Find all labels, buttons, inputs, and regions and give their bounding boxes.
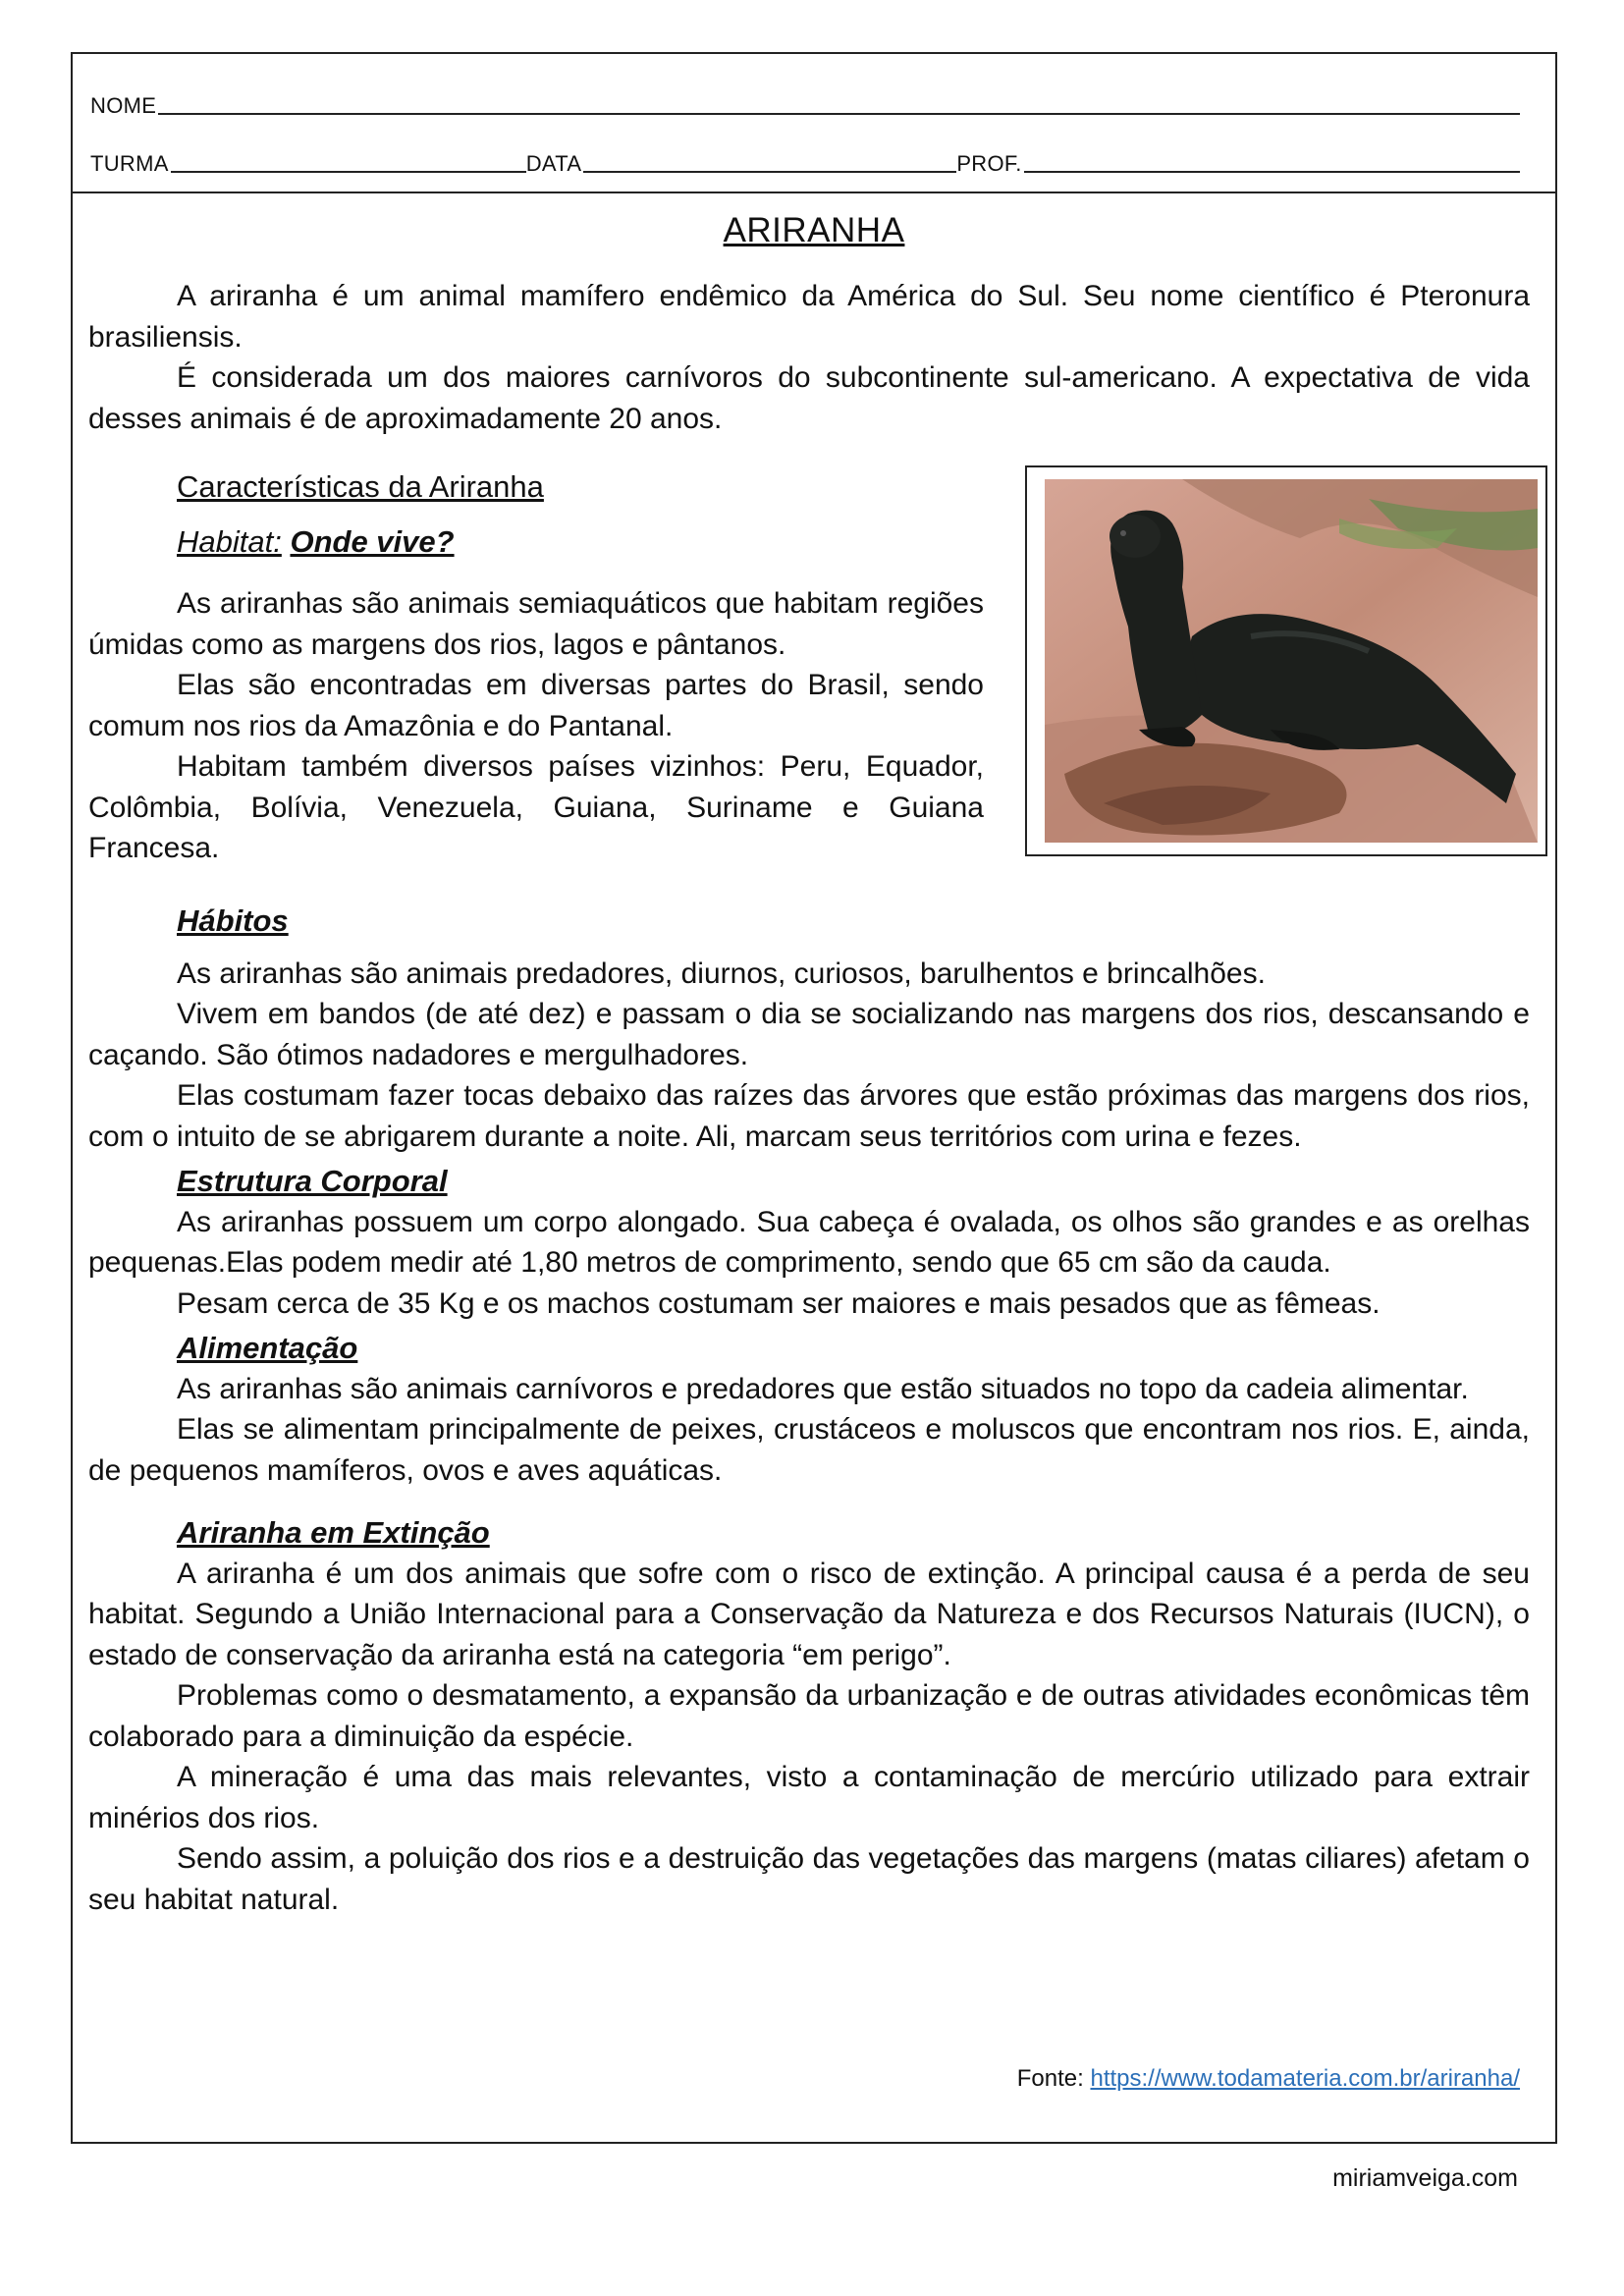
extinction-paragraph: Sendo assim, a poluição dos rios e a destruição das vegetações das margens (matas ciliares) afetam o seu habitat natural. [88,1842,1530,1916]
teacher-field-line[interactable] [1024,171,1520,173]
extinction-paragraph: A mineração é uma das mais relevantes, visto a contaminação de mercúrio utilizado para extrair minérios dos rios. [88,1761,1530,1834]
habits-paragraph: As ariranhas são animais predadores, diurnos, curiosos, barulhentos e brincalhões. [177,957,1266,990]
otter-photo-frame [1025,465,1547,856]
teacher-label: PROF. [956,151,1022,176]
date-label: DATA [525,151,582,176]
habitat-question: Onde vive? [290,523,455,559]
class-date-prof-row [90,153,1520,175]
habitat-paragraph: As ariranhas são animais semiaquáticos que habitam regiões úmidas como as margens dos rios, lagos e pântanos. [88,587,984,661]
site-credit: miriamveiga.com [1332,2164,1518,2192]
source-citation [1017,2065,1520,2093]
feeding-paragraph: Elas se alimentam principalmente de peixes, crustáceos e moluscos que encontram nos rios. E, ainda, de pequenos mamíferos, ovos e aves aquáticas. [88,1413,1530,1487]
name-label: NOME [90,93,157,118]
body-structure-paragraph: As ariranhas possuem um corpo alongado. Sua cabeça é ovalada, os olhos são grandes e as orelhas pequenas.Elas podem medir até 1,80 metros de comprimento, sendo que 65 cm são da cauda. [88,1205,1530,1279]
source-label: Fonte: [1016,2065,1084,2092]
student-info-header [73,54,1555,193]
page-title: ARIRANHA [723,211,905,249]
feeding-heading: Alimentação [177,1331,358,1365]
worksheet [71,52,1557,2144]
intro-paragraph: A ariranha é um animal mamífero endêmico da América do Sul. Seu nome científico é Pteronura brasiliensis. [88,280,1530,354]
name-field-line[interactable] [158,113,1520,115]
habitat-paragraph: Elas são encontradas em diversas partes do Brasil, sendo comum nos rios da Amazônia e do Pantanal. [88,669,984,742]
source-link[interactable]: https://www.todamateria.com.br/ariranha/ [1090,2065,1520,2092]
characteristics-section [88,466,984,869]
habitat-heading [88,521,984,563]
class-label: TURMA [90,151,169,176]
extinction-paragraph: A ariranha é um dos animais que sofre com o risco de extinção. A principal causa é a perda de seu habitat. Segundo a União Internacional para a Conservação da Natureza e dos Recursos Naturais (IUCN), o estado de conservação da ariranha está na categoria “em perigo”. [88,1557,1530,1671]
body-structure-heading: Estrutura Corporal [177,1164,448,1198]
intro-section [88,276,1530,439]
intro-paragraph: É considerada um dos maiores carnívoros do subcontinente sul-americano. A expectativa de vida desses animais é de aproximadamente 20 anos. [88,361,1530,435]
habits-heading: Hábitos [177,903,289,938]
giant-otter-photo [1045,479,1538,843]
habits-section [88,901,1530,1920]
habitat-label: Habitat: [177,523,282,559]
feeding-paragraph: As ariranhas são animais carnívoros e predadores que estão situados no topo da cadeia alimentar. [177,1372,1469,1405]
extinction-paragraph: Problemas como o desmatamento, a expansão da urbanização e de outras atividades econômicas têm colaborado para a diminuição da espécie. [88,1679,1530,1753]
extinction-heading: Ariranha em Extinção [177,1515,490,1550]
characteristics-heading: Características da Ariranha [177,469,544,504]
body-structure-paragraph: Pesam cerca de 35 Kg e os machos costumam ser maiores e mais pesados que as fêmeas. [177,1286,1380,1320]
habits-paragraph: Elas costumam fazer tocas debaixo das raízes das árvores que estão próximas das margens dos rios, com o intuito de se abrigarem durante a noite. Ali, marcam seus territórios com urina e fezes. [88,1079,1530,1153]
habitat-paragraph: Habitam também diversos países vizinhos: Peru, Equador, Colômbia, Bolívia, Venezuela, Guiana, Suriname e Guiana Francesa. [88,750,984,864]
habits-paragraph: Vivem em bandos (de até dez) e passam o dia se socializando nas margens dos rios, descansando e caçando. São ótimos nadadores e mergulhadores. [88,998,1530,1071]
name-row [90,95,1520,117]
class-field-line[interactable] [171,171,526,173]
date-field-line[interactable] [583,171,956,173]
